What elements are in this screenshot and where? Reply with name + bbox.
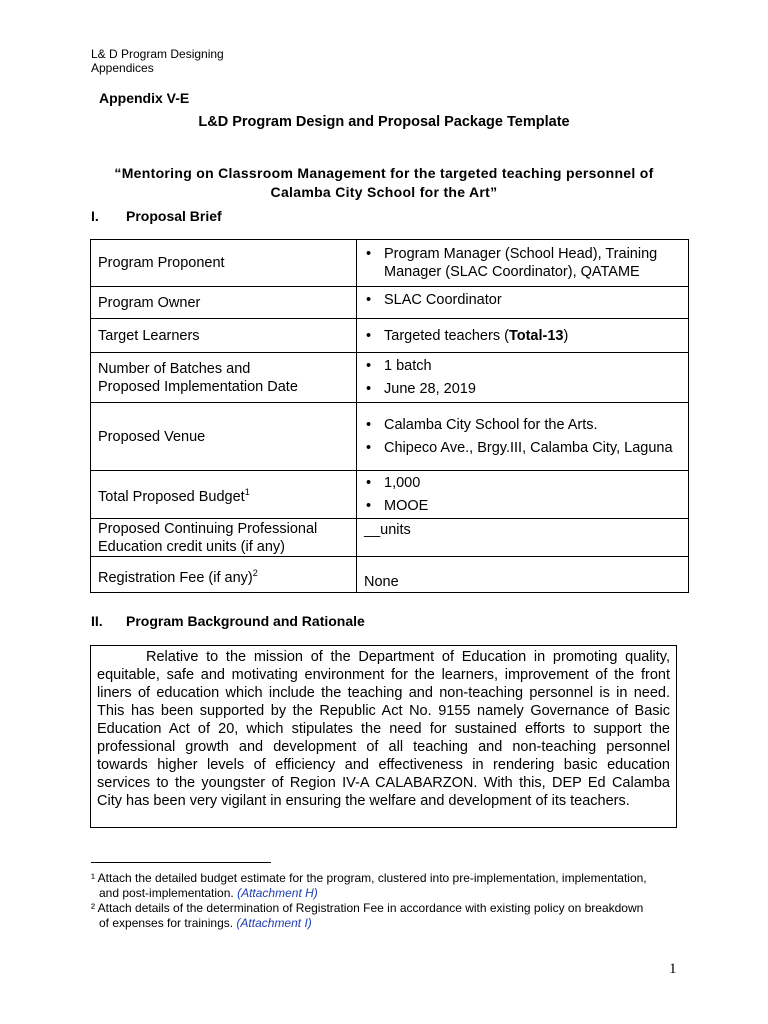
row-value xyxy=(357,471,689,519)
attachment-reference: (Attachment I) xyxy=(236,916,312,930)
header-line-1: L& D Program Designing xyxy=(91,47,224,61)
section-heading-proposal-brief xyxy=(91,208,222,224)
row-value xyxy=(357,319,689,353)
bullet-item: • 1,000 xyxy=(364,474,681,492)
row-value xyxy=(357,403,689,471)
row-label: Program Owner xyxy=(91,287,357,319)
table-row xyxy=(91,519,689,557)
footnote-ref: 2 xyxy=(252,568,258,578)
bullet-item: • Calamba City School for the Arts. xyxy=(364,416,681,434)
row-value xyxy=(357,240,689,287)
footnote-text: Attach details of the determination of Registration Fee in accordance with existing policy on breakdown xyxy=(95,901,644,915)
document-title: L&D Program Design and Proposal Package Template xyxy=(198,114,570,130)
section-number: II. xyxy=(91,613,103,629)
table-row xyxy=(91,403,689,471)
footnote-mark: ¹ xyxy=(91,871,95,885)
row-value: None xyxy=(357,557,689,593)
section-title: Program Background and Rationale xyxy=(126,613,365,629)
row-label-line: Proposed Continuing Professional xyxy=(98,520,318,537)
bullet-item xyxy=(364,327,681,345)
bullet-item: • June 28, 2019 xyxy=(364,380,681,398)
footnote-continuation xyxy=(91,916,676,931)
table-row xyxy=(91,471,689,519)
rationale-text-box: Relative to the mission of the Department of Education in promoting quality, equitable, safe and motivating environment for the learners, improvement of the front liners of education which include the teaching and non-teaching personnel is in need. This has been supported by the Republic Act No. 9155 namely Governance of Basic Education Act of 20, which stipulates the need for sustained efforts to support the professional growth and development of all teaching and non-teaching personnel towards higher levels of efficiency and effectiveness in rendering basic education services to the youngster of Region IV-A CALABARZON. With this, DEP Ed Calamba City has been very vigilant in ensuring the welfare and development of its teachers. xyxy=(90,645,677,828)
footnote-text: of expenses for trainings. xyxy=(99,916,237,930)
row-label: Proposed Venue xyxy=(91,403,357,471)
footnote-continuation xyxy=(91,886,676,901)
footnote-2 xyxy=(91,901,676,931)
proposal-brief-table xyxy=(90,239,689,593)
learners-text-end: ) xyxy=(563,327,569,344)
row-value: __units xyxy=(357,519,689,557)
program-title: “Mentoring on Classroom Management for the targeted teaching personnel of Calamba City School for the Art” xyxy=(114,165,654,200)
page-number: 1 xyxy=(669,961,677,977)
footnote-ref: 1 xyxy=(244,487,250,498)
section-number: I. xyxy=(91,208,99,224)
bullet-item: • SLAC Coordinator xyxy=(364,291,681,309)
row-label-line: Education credit units (if any) xyxy=(98,538,285,555)
row-label xyxy=(91,519,357,557)
footnote-text: and post-implementation. xyxy=(99,886,238,900)
bullet-item: • 1 batch xyxy=(364,357,681,375)
bullet-item: • Chipeco Ave., Brgy.III, Calamba City, Laguna xyxy=(364,439,681,457)
running-header xyxy=(91,47,224,75)
row-label-text: Registration Fee (if any) xyxy=(98,569,253,586)
row-label: Program Proponent xyxy=(91,240,357,287)
section-heading-background xyxy=(91,613,365,629)
header-line-2: Appendices xyxy=(91,61,154,75)
appendix-label: Appendix V-E xyxy=(99,90,190,106)
table-row xyxy=(91,319,689,353)
table-row xyxy=(91,353,689,403)
row-label xyxy=(91,471,357,519)
table-row xyxy=(91,557,689,593)
row-value xyxy=(357,353,689,403)
row-label xyxy=(91,557,357,593)
row-label-line: Proposed Implementation Date xyxy=(98,378,298,395)
row-label xyxy=(91,353,357,403)
section-title: Proposal Brief xyxy=(126,208,222,224)
row-label-line: Number of Batches and xyxy=(98,360,251,377)
learners-text: Targeted teachers ( xyxy=(384,327,509,344)
footnote-separator xyxy=(91,862,271,863)
row-value xyxy=(357,287,689,319)
row-label-text: Total Proposed Budget xyxy=(98,488,245,505)
footnote-1 xyxy=(91,871,676,901)
footnote-mark: ² xyxy=(91,901,95,915)
row-label: Target Learners xyxy=(91,319,357,353)
table-row xyxy=(91,240,689,287)
bullet-item: • MOOE xyxy=(364,497,681,515)
footnote-text: Attach the detailed budget estimate for the program, clustered into pre-implementation, implementation, xyxy=(95,871,647,885)
learners-total: Total-13 xyxy=(508,327,564,344)
attachment-reference: (Attachment H) xyxy=(237,886,318,900)
table-row xyxy=(91,287,689,319)
bullet-item: • Program Manager (School Head), Training Manager (SLAC Coordinator), QATAME xyxy=(364,245,681,281)
